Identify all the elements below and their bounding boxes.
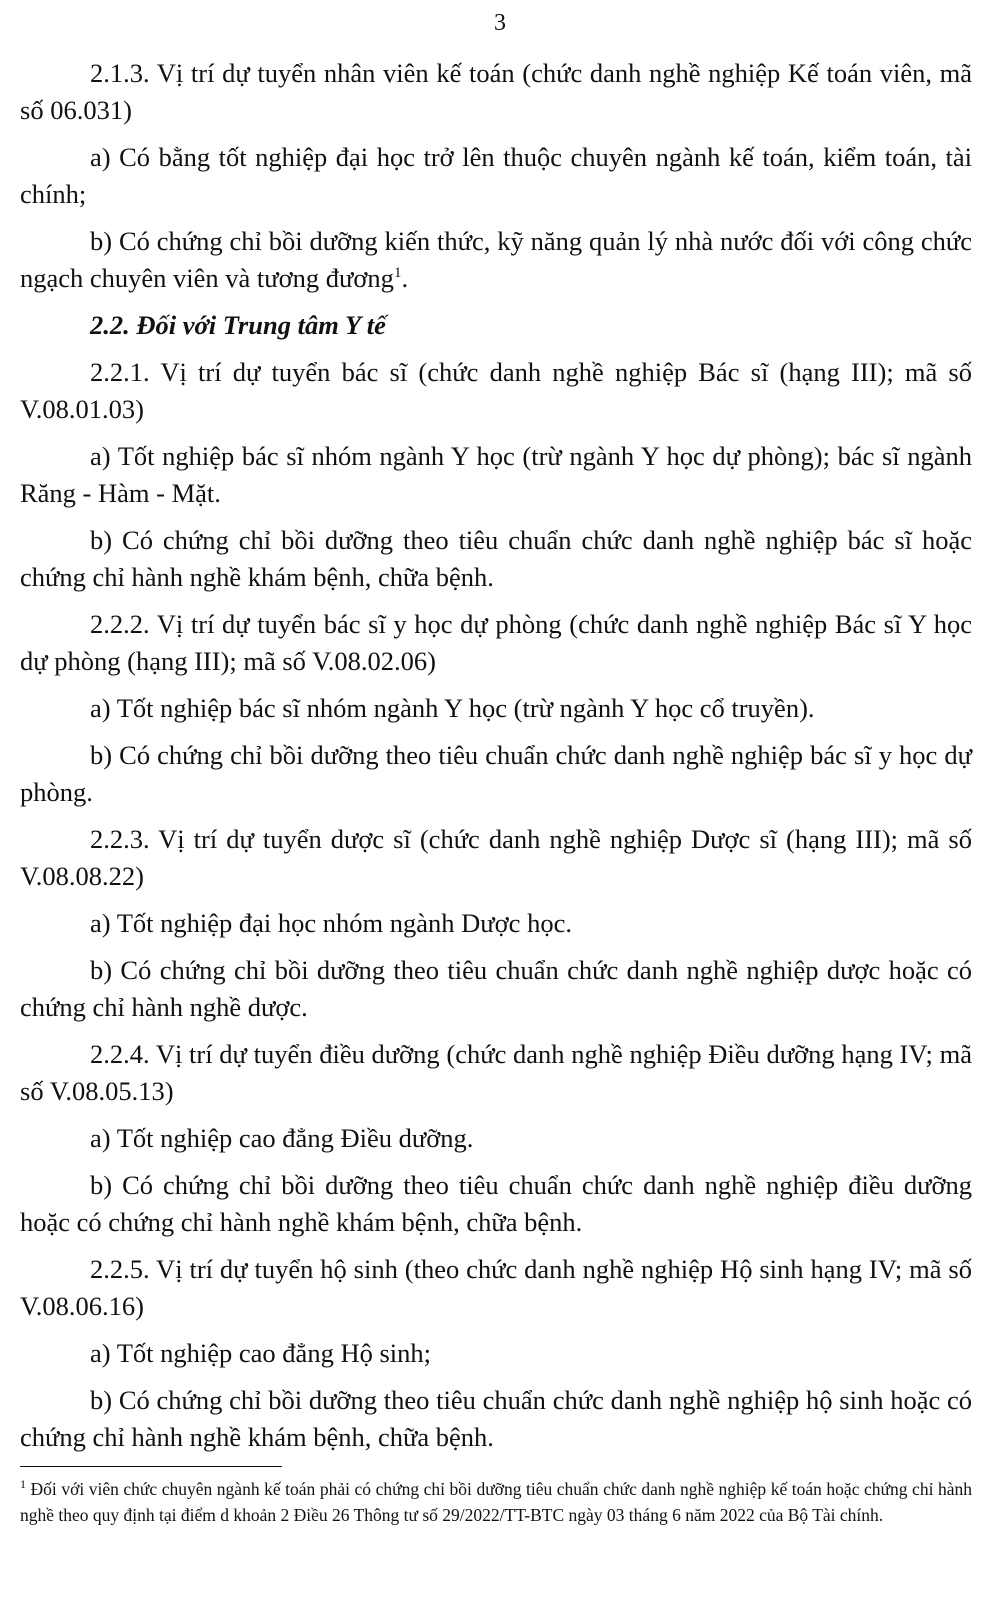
document-body [20,55,972,1466]
section-2-2-2-requirement-a: a) Tốt nghiệp bác sĩ nhóm ngành Y học (trừ ngành Y học cổ truyền). [90,693,815,723]
footnote-reference[interactable]: 1 [393,265,402,282]
footnote-marker: 1 [20,1477,26,1492]
section-2-2-4-requirement-b: b) Có chứng chỉ bồi dưỡng theo tiêu chuẩn chức danh nghề nghiệp điều dưỡng hoặc có chứng chỉ hành nghề khám bệnh, chữa bệnh. [20,1170,972,1237]
footnote-separator [20,1466,282,1467]
section-2-2-3-requirement-a: a) Tốt nghiệp đại học nhóm ngành Dược học. [90,908,572,938]
section-2-1-3-requirement-b [20,223,972,297]
page-number: 3 [494,10,506,36]
section-2-2-5-title: 2.2.5. Vị trí dự tuyển hộ sinh (theo chức danh nghề nghiệp Hộ sinh hạng IV; mã số V.08.06.16) [20,1254,972,1321]
section-2-2-1-requirement-b: b) Có chứng chỉ bồi dưỡng theo tiêu chuẩn chức danh nghề nghiệp bác sĩ hoặc chứng chỉ hành nghề khám bệnh, chữa bệnh. [20,525,972,592]
section-2-1-3-title: 2.1.3. Vị trí dự tuyển nhân viên kế toán (chức danh nghề nghiệp Kế toán viên, mã số 06.031) [20,58,972,125]
requirement-text: b) Có chứng chỉ bồi dưỡng kiến thức, kỹ năng quản lý nhà nước đối với công chức ngạch chuyên viên và tương đương [20,226,972,293]
section-2-2-3-title: 2.2.3. Vị trí dự tuyển dược sĩ (chức danh nghề nghiệp Dược sĩ (hạng III); mã số V.08.08.22) [20,824,972,891]
section-2-2-2-requirement-b: b) Có chứng chỉ bồi dưỡng theo tiêu chuẩn chức danh nghề nghiệp bác sĩ y học dự phòng. [20,740,972,807]
section-2-2-heading: 2.2. Đối với Trung tâm Y tế [90,310,386,340]
footnote [20,1476,972,1528]
section-2-2-2-title: 2.2.2. Vị trí dự tuyển bác sĩ y học dự phòng (chức danh nghề nghiệp Bác sĩ Y học dự phòng (hạng III); mã số V.08.02.06) [20,609,972,676]
section-2-2-5-requirement-b: b) Có chứng chỉ bồi dưỡng theo tiêu chuẩn chức danh nghề nghiệp hộ sinh hoặc có chứng chỉ hành nghề khám bệnh, chữa bệnh. [20,1385,972,1452]
footnote-text: Đối với viên chức chuyên ngành kế toán phải có chứng chỉ bồi dưỡng tiêu chuẩn chức danh nghề nghiệp kế toán hoặc chứng chỉ hành nghề theo quy định tại điểm d khoản 2 Điều 26 Thông tư số 29/2022/TT-BTC ngày 03 tháng 6 năm 2022 của Bộ Tài chính. [20,1479,972,1525]
section-2-2-1-requirement-a: a) Tốt nghiệp bác sĩ nhóm ngành Y học (trừ ngành Y học dự phòng); bác sĩ ngành Răng - Hàm - Mặt. [20,441,972,508]
section-2-2-4-requirement-a: a) Tốt nghiệp cao đẳng Điều dưỡng. [90,1123,474,1153]
section-2-2-4-title: 2.2.4. Vị trí dự tuyển điều dưỡng (chức danh nghề nghiệp Điều dưỡng hạng IV; mã số V.08.05.13) [20,1039,972,1106]
section-2-2-5-requirement-a: a) Tốt nghiệp cao đẳng Hộ sinh; [90,1338,431,1368]
sentence-end: . [401,263,409,293]
section-2-2-3-requirement-b: b) Có chứng chỉ bồi dưỡng theo tiêu chuẩn chức danh nghề nghiệp dược hoặc có chứng chỉ hành nghề dược. [20,955,972,1022]
section-2-2-1-title: 2.2.1. Vị trí dự tuyển bác sĩ (chức danh nghề nghiệp Bác sĩ (hạng III); mã số V.08.01.03) [20,357,972,424]
section-2-1-3-requirement-a: a) Có bằng tốt nghiệp đại học trở lên thuộc chuyên ngành kế toán, kiểm toán, tài chính; [20,142,972,209]
